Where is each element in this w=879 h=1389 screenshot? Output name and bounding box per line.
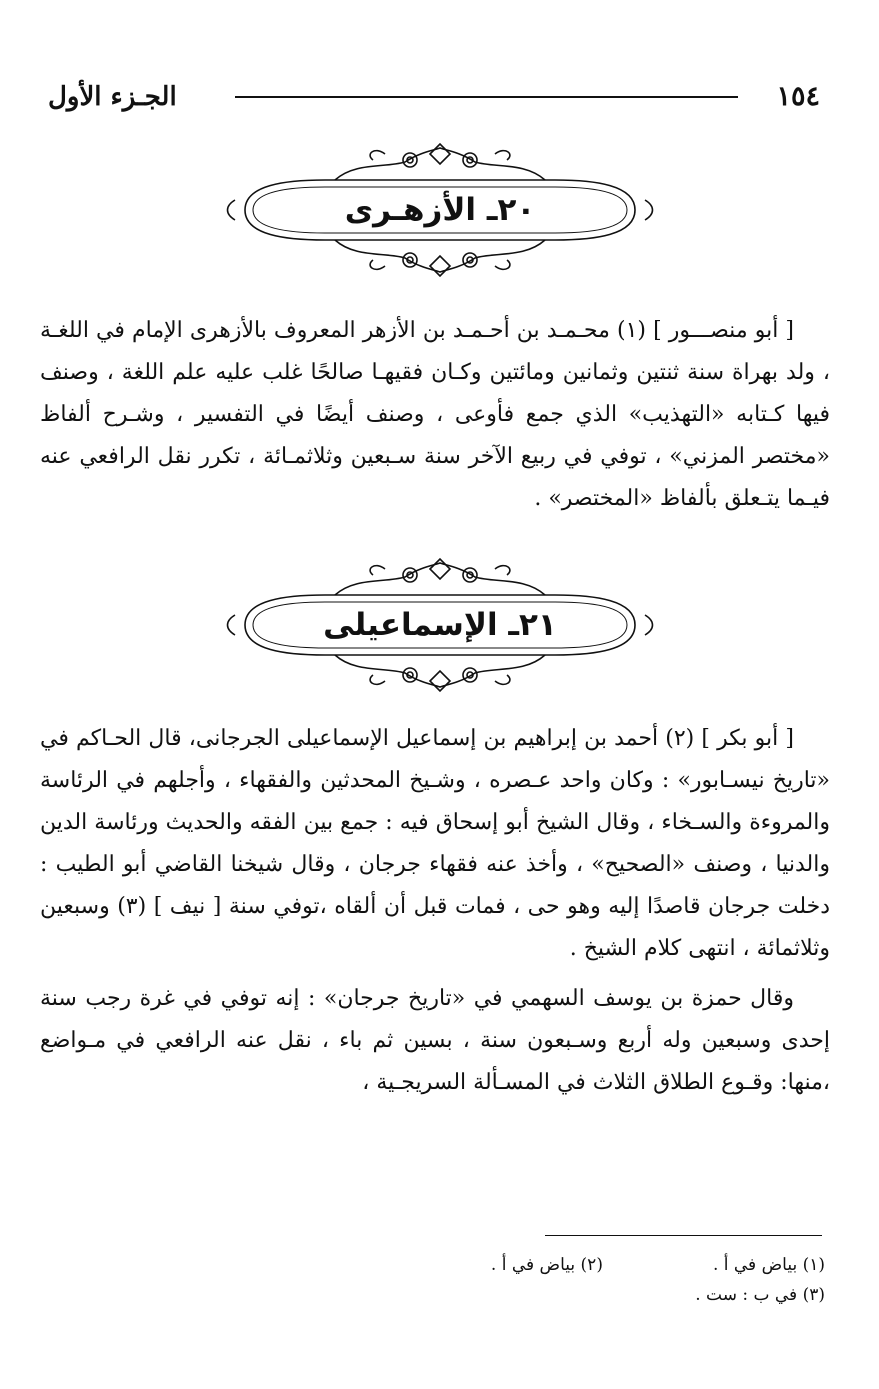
footnotes xyxy=(40,1250,825,1310)
footnote: (١) بياض في أ . xyxy=(712,1255,825,1275)
header-rule xyxy=(235,96,738,98)
section-heading-cartouche xyxy=(225,140,655,280)
running-header xyxy=(40,72,828,122)
footnote-line xyxy=(40,1280,825,1310)
section-body xyxy=(40,718,830,1104)
footnote: (٢) بياض في أ . xyxy=(490,1255,603,1275)
footnote-rule xyxy=(545,1235,822,1236)
section-heading: ٢٠ـ الأزهـرى xyxy=(344,192,536,228)
paragraph: وقال حمزة بن يوسف السهمي في «تاريخ جرجان» : إنه توفي في غرة رجب سنة إحدى وسبعين وله أربع وسـبعون سنة ، بسين ثم باء ، نقل عنه الرافعي في مـواضع ،منها: وقـوع الطلاق الثلاث في المسـألة السريجـية ، xyxy=(40,986,830,1095)
section-heading-cartouche xyxy=(225,555,655,695)
volume-title: الجـزء الأول xyxy=(48,82,177,112)
paragraph: [ أبو بكر ] (٢) أحمد بن إبراهيم بن إسماعيل الإسماعيلى الجرجانى، قال الحـاكم في «تاريخ نيسـابور» : وكان واحد عـصره ، وشـيخ المحدثين والفقهاء ، وأجلهم في الرئاسة والمروءة والسـخاء ، وقال الشيخ أبو إسحاق فيه : جمع بين الفقه والحديث ورئاسة الدين والدنيا ، وصنف «الصحيح» ، وأخذ عنه فقهاء جرجان ، وقال شيخنا القاضي أبو الطيب : دخلت جرجان قاصدًا إليه وهو حى ، فمات قبل أن ألقاه ،توفي سنة [ نيف ] (٣) وسبعين وثلاثمائة ، انتهى كلام الشيخ . xyxy=(40,726,830,961)
footnote-line xyxy=(40,1250,825,1280)
page-number: ١٥٤ xyxy=(776,81,820,112)
section-body xyxy=(40,310,830,520)
paragraph: [ أبو منصـــور ] (١) محـمـد بن أحـمـد بن الأزهر المعروف بالأزهرى الإمام في اللغـة ، ولد بهراة سنة ثنتين وثمانين ومائتين وكـان فقيهـا صالحًا غلب عليه علم اللغة ، وصنف فيها كـتابه «التهذيب» الذي جمع فأوعى ، وصنف أيضًا في التفسير ، وشـرح ألفاظ «مختصر المزني» ، توفي في ربيع الآخر سنة سـبعين وثلاثمـائة ، تكرر نقل الرافعي عنه فيـما يتـعلق بألفاظ «المختصر» . xyxy=(40,318,830,511)
footnote: (٣) في ب : ست . xyxy=(695,1285,825,1305)
section-heading: ٢١ـ الإسماعيلى xyxy=(323,607,557,643)
